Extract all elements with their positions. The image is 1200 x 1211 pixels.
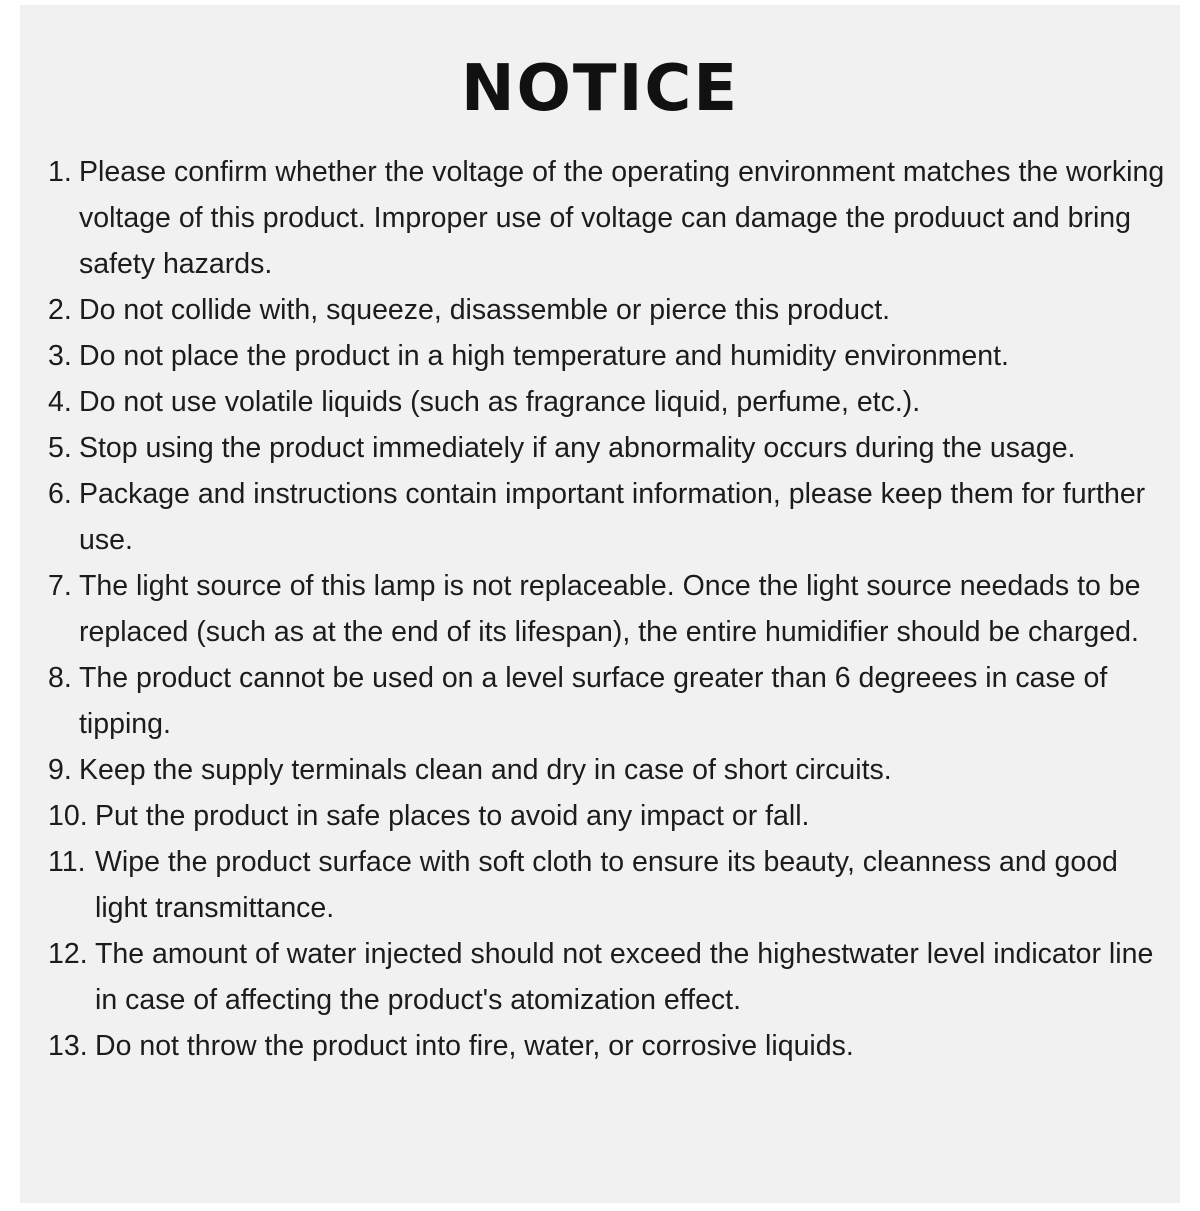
notice-item-1 <box>48 149 1176 287</box>
notice-panel <box>20 5 1180 1203</box>
notice-item-number: 9. <box>48 754 72 786</box>
notice-item-number: 4. <box>48 386 72 418</box>
notice-item-text: The amount of water injected should not exceed the highestwater level indicator line in case of affecting the product's atomization effect. <box>95 938 1154 1016</box>
notice-item-11 <box>48 839 1176 931</box>
notice-item-number: 1. <box>48 156 72 188</box>
notice-item-text: Package and instructions contain important information, please keep them for further use. <box>79 478 1146 556</box>
notice-item-9 <box>48 747 1176 793</box>
notice-item-4 <box>48 379 1176 425</box>
notice-item-text: Do not throw the product into fire, water, or corrosive liquids. <box>95 1030 854 1062</box>
notice-item-text: The product cannot be used on a level surface greater than 6 degreees in case of tipping. <box>79 662 1108 740</box>
notice-item-5 <box>48 425 1176 471</box>
notice-item-text: Stop using the product immediately if any abnormality occurs during the usage. <box>79 432 1076 464</box>
notice-item-number: 3. <box>48 340 72 372</box>
notice-item-number: 13. <box>48 1030 88 1062</box>
notice-item-number: 11. <box>48 846 86 878</box>
notice-item-number: 6. <box>48 478 72 510</box>
notice-item-8 <box>48 655 1176 747</box>
notice-item-number: 5. <box>48 432 72 464</box>
notice-item-text: Wipe the product surface with soft cloth to ensure its beauty, cleanness and good light transmittance. <box>95 846 1118 924</box>
notice-item-number: 8. <box>48 662 72 694</box>
notice-title: NOTICE <box>460 52 740 126</box>
notice-item-7 <box>48 563 1176 655</box>
notice-item-2 <box>48 287 1176 333</box>
notice-item-6 <box>48 471 1176 563</box>
notice-item-text: The light source of this lamp is not replaceable. Once the light source needads to be replaced (such as at the end of its lifespan), the entire humidifier should be charged. <box>79 570 1141 648</box>
notice-item-number: 7. <box>48 570 72 602</box>
notice-item-12 <box>48 931 1176 1023</box>
notice-item-number: 2. <box>48 294 72 326</box>
notice-item-number: 10. <box>48 800 88 832</box>
notice-item-text: Please confirm whether the voltage of the operating environment matches the working voltage of this product. Improper use of voltage can damage the produuct and bring safety hazards. <box>79 156 1165 280</box>
notice-item-3 <box>48 333 1176 379</box>
notice-item-10 <box>48 793 1176 839</box>
notice-item-text: Keep the supply terminals clean and dry in case of short circuits. <box>79 754 892 786</box>
notice-item-text: Do not place the product in a high temperature and humidity environment. <box>79 340 1009 372</box>
notice-item-text: Do not use volatile liquids (such as fragrance liquid, perfume, etc.). <box>79 386 921 418</box>
notice-item-text: Put the product in safe places to avoid any impact or fall. <box>95 800 810 832</box>
notice-item-number: 12. <box>48 938 88 970</box>
notice-item-13 <box>48 1023 1176 1069</box>
notice-item-text: Do not collide with, squeeze, disassemble or pierce this product. <box>79 294 891 326</box>
notice-list <box>48 149 1176 1069</box>
